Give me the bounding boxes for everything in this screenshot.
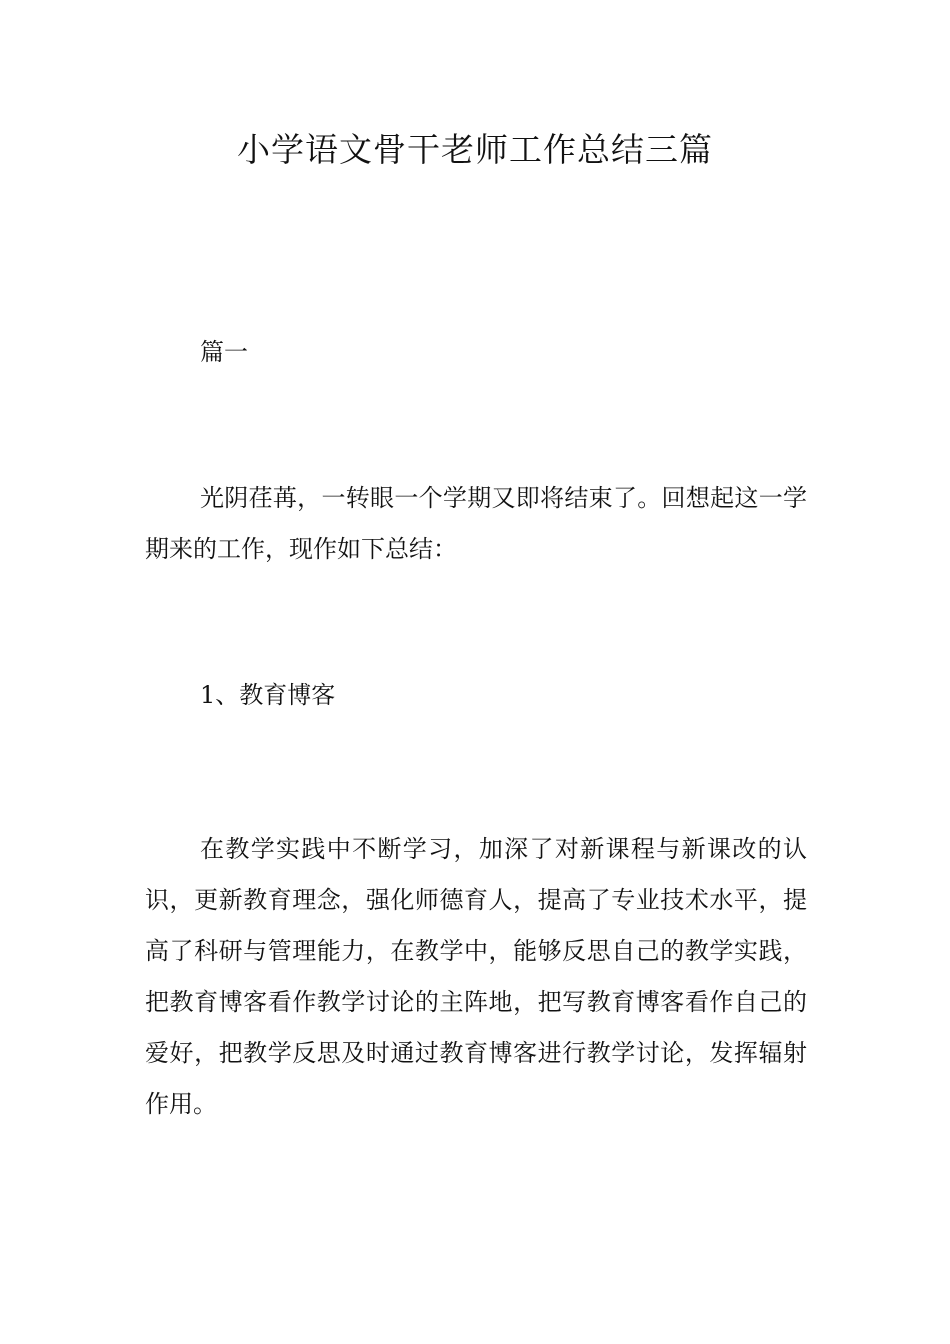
subheading: 1、教育博客	[200, 681, 336, 709]
document-title: 小学语文骨干老师工作总结三篇	[237, 130, 713, 169]
section-label: 篇一	[200, 338, 248, 366]
body-paragraph: 在教学实践中不断学习，加深了对新课程与新课改的认识，更新教育理念，强化师德育人，提高了专业技术水平，提高了科研与管理能力，在教学中，能够反思自己的教学实践，把教育博客看作教学讨论的主阵地，把写教育博客看作自己的爱好，把教学反思及时通过教育博客进行教学讨论，发挥辐射作用。	[145, 835, 807, 1118]
intro-paragraph: 光阴荏苒，一转眼一个学期又即将结束了。回想起这一学期来的工作，现作如下总结：	[145, 484, 807, 563]
